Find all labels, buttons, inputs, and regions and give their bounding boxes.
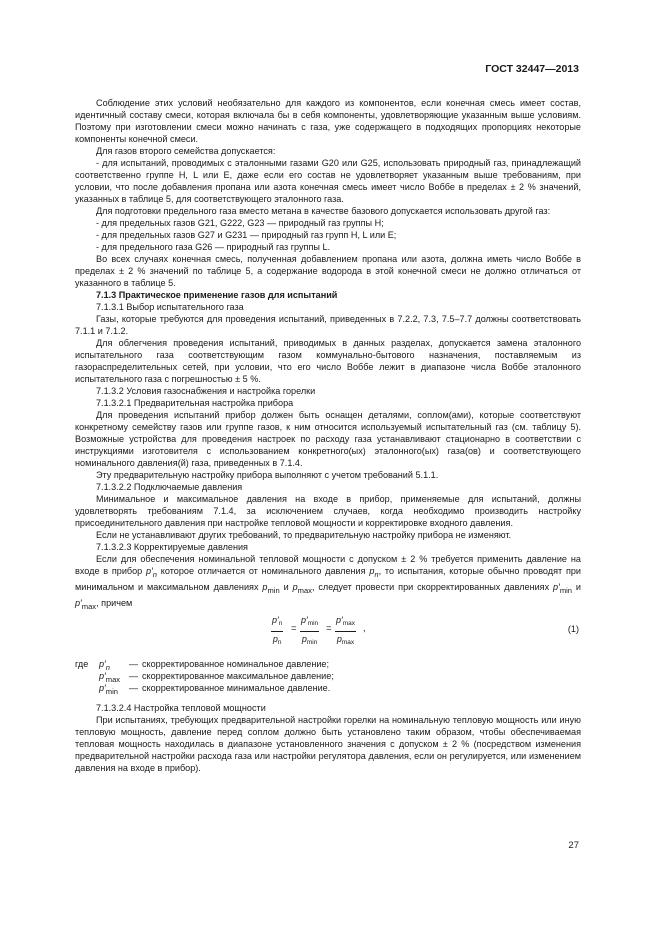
fraction-min: $p'_{min}$ $p_{min}$ — [301, 615, 319, 647]
formula-1: $\frac{p'_n}{p_n}$ = $p'_{min}$ $p_{min}$ = $p'_{max}$ $p_{max}$ , (1) — [75, 612, 581, 652]
paragraph: Газы, которые требуются для проведения испытаний, приведенных в 7.2.2, 7.3, 7.5–7.7 должны соответствовать 7.1.1 и 7.1.2. — [75, 314, 581, 336]
fraction-max: $p'_{max}$ $p_{max}$ — [336, 615, 355, 647]
fraction-nominal: $\frac{p'_n}{p_n}$ — [272, 615, 283, 647]
where-item: $p'_{min}$ — скорректированное минимальное давление. — [99, 683, 331, 697]
paragraph: Минимальное и максимальное давления на входе в прибор, применяемые для испытаний, должны удовлетворять требованиям 7.1.4, за исключением случаев, когда необходимо производить настройку присоединительного давления при настройке тепловой мощности и корректировке входного давления. — [75, 494, 581, 528]
paragraph: Для облегчения проведения испытаний, приводимых в данных разделах, допускается замена эталонного испытательного газа соответствующим газом коммунально-бытового назначения, поставляемым из газораспределительных сетей, при условии, что его число Воббе лежит в диапазоне числа Воббе эталонного испытательного газа с погрешностью ± 5 %. — [75, 338, 581, 384]
subsection-heading: 7.1.3.2.2 Подключаемые давления — [96, 482, 243, 492]
subsection-heading: 7.1.3.1 Выбор испытательного газа — [96, 302, 244, 312]
list-item: - для предельных газов G27 и G231 — природный газ групп Н, L или Е; — [96, 230, 397, 240]
where-list — [75, 658, 581, 697]
paragraph: Для газов второго семейства допускается: — [96, 146, 276, 156]
paragraph: При испытаниях, требующих предварительной настройки горелки на номинальную тепловую мощность или иную тепловую мощность, давление перед соплом должно быть установлено таким образом, чтобы обеспечиваемая тепловая мощность находилась в диапазоне установленного значения с допуском ± 2 % (посредством изменения предварительной настройки расхода газа или настройки регулятора давления, если он регулируется, или изменением давления на входе в прибор). — [75, 715, 581, 774]
document-body — [75, 97, 581, 774]
subsection-heading: 7.1.3.2.3 Корректируемые давления — [96, 542, 248, 552]
where-item: $p'_{max}$ — скорректированное максимальное давление; — [99, 671, 334, 685]
subsection-heading: 7.1.3.2 Условия газоснабжения и настройка горелки — [96, 386, 316, 396]
formula-number: (1) — [567, 624, 579, 635]
subsection-heading: 7.1.3.2.4 Настройка тепловой мощности — [96, 703, 266, 714]
paragraph: Для подготовки предельного газа вместо метана в качестве базового допускается использовать другой газ: — [96, 206, 551, 216]
paragraph: Соблюдение этих условий необязательно для каждого из компонентов, если конечная смесь имеет состав, идентичный составу смеси, которая включала бы в себя компоненты, удовлетворяющие указанным выше условиям. Поэтому при изготовлении смеси можно начинать с газа, уже содержащего в подходящих пропорциях некоторые компоненты конечной смеси. — [75, 98, 581, 144]
list-item: - для предельного газа G26 — природный газ группы L. — [96, 242, 331, 252]
subsection-heading: 7.1.3.2.1 Предварительная настройка прибора — [96, 398, 294, 408]
section-heading: 7.1.3 Практическое применение газов для испытаний — [96, 290, 338, 300]
page-number: 27 — [568, 840, 579, 851]
list-item: - для предельных газов G21, G222, G23 — природный газ группы Н; — [96, 218, 384, 228]
paragraph-corrected-pressures: Если для обеспечения номинальной тепловой мощности с допуском ± 2 % требуется применить давление на входе в прибор $p'_n$ которое отличается от номинального давления $p_n$, то испытания, которые обычно проводят при минимальном и максимальном давлениях $p_{min}$ и $p_{max}$, следует провести при скорректированных давлениях $p'_{min}$ и $p'_{max}$, причем — [75, 554, 582, 611]
where-item: где $p'_n$ — скорректированное номинальное давление; — [75, 659, 330, 673]
paragraph: Если не устанавливают других требований, то предварительную настройку прибора не изменяют. — [96, 530, 512, 540]
paragraph: Во всех случаях конечная смесь, полученная добавлением пропана или азота, должна иметь число Воббе в пределах ± 2 % значений по таблице 5, а содержание водорода в этой конечной смеси не должно отличаться от указанного в таблице 5. — [75, 254, 581, 288]
list-item: - для испытаний, проводимых с эталонными газами G20 или G25, использовать природный газ, принадлежащий соответственно группе Н, L или Е, даже если его состав не удовлетворяет указанным выше требованиям, при условии, что после добавления пропана или азота конечная смесь имеет число Воббе в пределах ± 2 % значений, указанных в таблице 5, для соответствующего эталонного газа. — [75, 158, 581, 204]
document-id-header: ГОСТ 32447—2013 — [485, 63, 579, 75]
paragraph: Эту предварительную настройку прибора выполняют с учетом требований 5.1.1. — [96, 470, 439, 480]
paragraph: Для проведения испытаний прибор должен быть оснащен деталями, соплом(ами), которые соответствуют конкретному семейству газов или группе газов, к ним относится используемый испытательный газ (см. таблицу 5). Возможные устройства для проведения настроек по расходу газа устанавливают стационарно в соответствии с инструкциями изготовителя с использованием конкретного(ых) эталонного(ых) газа(ов) и соответствующего номинального давления(й) газа, приведенных в 7.1.4. — [75, 410, 581, 468]
